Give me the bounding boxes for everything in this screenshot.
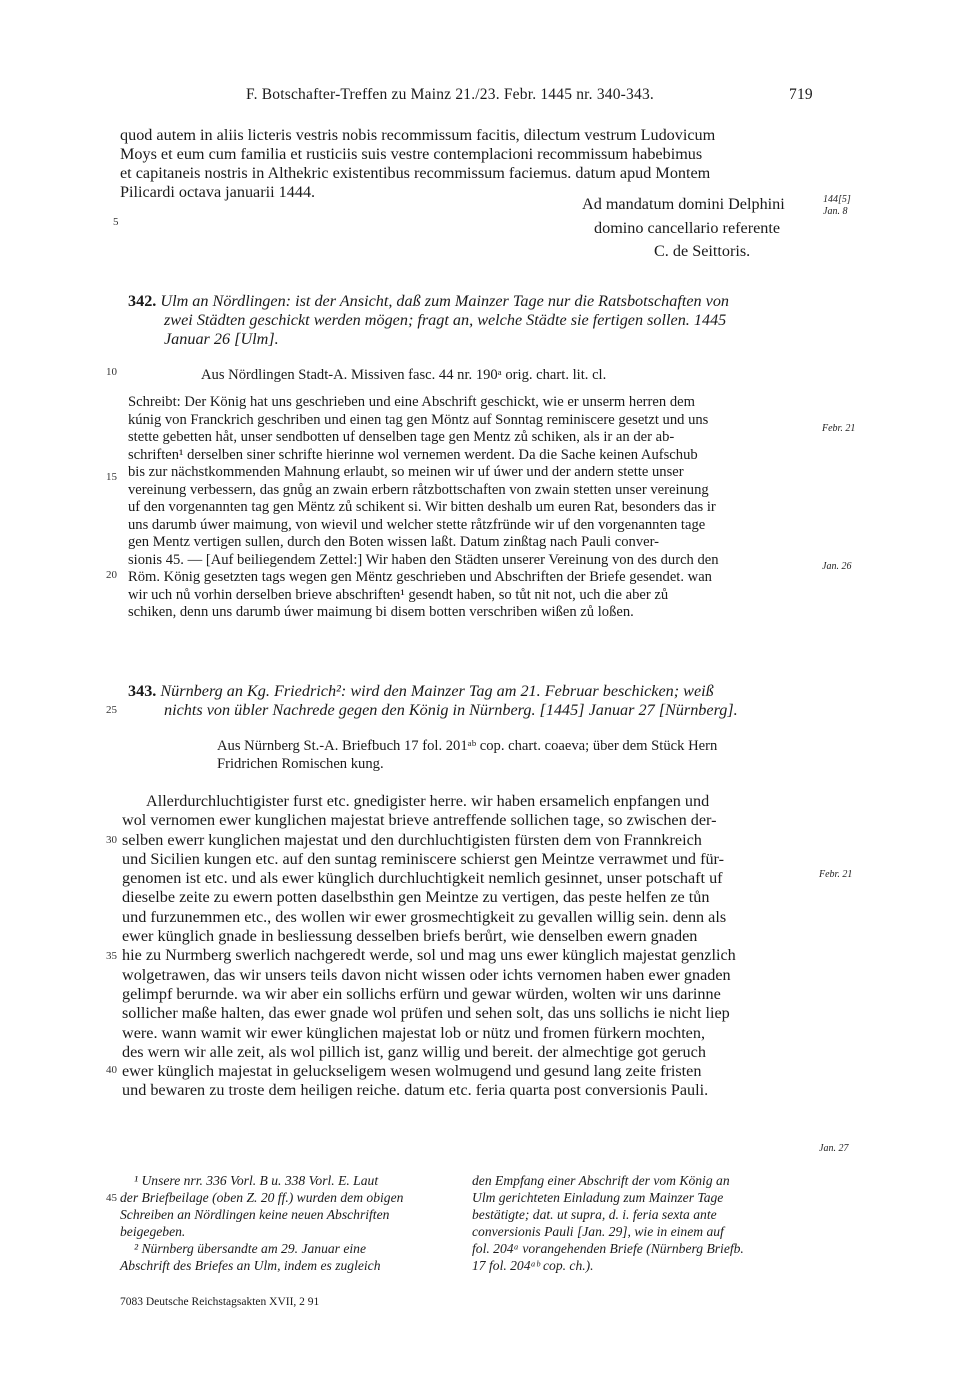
text-line: genomen ist etc. und als ewer künglich durchluchtigkeit nemlich gesinnet, unser potschaft uf xyxy=(122,869,723,888)
doc342-text xyxy=(128,394,719,622)
text-line: schiken, denn uns darumb úwer maimung bi disem botten verschriben wißen zů loßen. xyxy=(128,604,634,620)
text-line: wol vernomen ewer kunglichen majestat brieve antreffende sollichen tage, so zwischen der- xyxy=(122,811,717,830)
margin-date: Jan. 26 xyxy=(822,561,852,572)
footnote-line: beigegeben. xyxy=(120,1224,186,1239)
doc343-text xyxy=(122,792,736,1101)
doc342-heading xyxy=(128,292,729,349)
doc-number: 342. xyxy=(128,292,157,310)
heading-line: Januar 26 [Ulm]. xyxy=(164,330,279,348)
footnote-line: ¹ Unsere nrr. 336 Vorl. B u. 338 Vorl. E. Laut xyxy=(134,1173,379,1188)
line-number: 5 xyxy=(113,216,119,228)
signature-line: C. de Seittoris. xyxy=(654,242,751,260)
text-line: dieselbe zeite zu ewern potten daselbsthin gen Meintze zu vertigen, das peste helfen ze tůn xyxy=(122,888,710,907)
margin-date: Febr. 21 xyxy=(822,423,856,434)
footnote-line: Ulm gerichteten Einladung zum Mainzer Tage xyxy=(472,1190,724,1205)
footnote-line: ² Nürnberg übersandte am 29. Januar eine xyxy=(134,1241,366,1256)
line-number: 20 xyxy=(106,569,117,581)
text-line: Allerdurchluchtigister furst etc. gnedigister herre. wir haben ersamelich enpfangen und xyxy=(146,792,710,810)
text-line: ewer künglich majestat in geluckseligem wesen wolmugend und gesund lang zeite fristen xyxy=(122,1062,702,1081)
text-line: were. wann wamit wir ewer künglichen majestat lob or nütz und fromen fürkern mochten, xyxy=(122,1023,706,1042)
text-line: selben ewerr kunglichen majestat und den durchluchtigisten fürsten dem von Frannkreich xyxy=(122,830,702,849)
margin-date: 144[5] Jan. 8 xyxy=(823,194,851,217)
doc341-line: Moys et eum cum familia et rusticiis suis vestre contemplacioni recommissum habebimus xyxy=(120,145,703,163)
doc342-source: Aus Nördlingen Stadt-A. Missiven fasc. 44 nr. 190ᵃ orig. chart. lit. cl. xyxy=(201,367,607,383)
text-line: Schreibt: Der König hat uns geschrieben und eine Abschrift geschickt, wie er unserm herren dem xyxy=(128,394,695,410)
text-line: ewer künglich gnade in besliessung desselben briefs berůrt, wie denselben ewern gnaden xyxy=(122,927,698,946)
source-line: Fridrichen Romischen kung. xyxy=(217,755,384,772)
footnote-line: conversionis Pauli [Jan. 29], wie in einem auf xyxy=(472,1224,724,1239)
text-line: bis zur nächstkommenden Mahnung erlaubt, so meinen wir uf úwer und der andern stette unser xyxy=(128,464,684,480)
heading-line: zwei Städten geschickt werden mögen; fragt an, welche Städte sie fertigen sollen. 1445 xyxy=(164,311,727,329)
text-line: wir uch nů vorhin derselben brieve abschriften¹ gesendt haben, so tůt nit not, uch die aber zů xyxy=(128,586,669,603)
text-line: gen Mentz vertigen sullen, durch den Boten wissen laßt. Datum zinßtag nach Pauli conver- xyxy=(128,534,660,550)
line-number: 40 xyxy=(106,1064,117,1076)
text-line: stette gebetten håt, unser sendbotten uf denselben tage gen Mentz zů schiken, als ir an der ab- xyxy=(128,429,675,445)
text-line: und bewaren zu troste dem heiligen reiche. datum etc. feria quarta post conversionis Pauli. xyxy=(122,1081,709,1100)
footnotes-left xyxy=(120,1172,403,1274)
text-line: kúnig von Franckrich geschriben und einen tag gen Möntz auf Sonntag reminiscere gesetzt und uns xyxy=(128,411,709,428)
line-number: 35 xyxy=(106,950,117,962)
doc341-line: Pilicardi octava januarii 1444. xyxy=(120,183,316,201)
footnote-line: bestätigte; dat. ut supra, d. i. feria sexta ante xyxy=(472,1207,717,1222)
margin-date: Febr. 21 xyxy=(819,869,853,880)
source-line: Aus Nürnberg St.-A. Briefbuch 17 fol. 201ᵃᵇ cop. chart. coaeva; über dem Stück Hern xyxy=(217,738,718,754)
footnote-line: Schreiben an Nördlingen keine neuen Abschriften xyxy=(120,1207,390,1222)
page-number: 719 xyxy=(789,86,813,103)
doc341-line: quod autem in aliis licteris vestris nobis recommissum facitis, dilectum vestrum Ludovicum xyxy=(120,126,716,144)
signature-line: Ad mandatum domini Delphini xyxy=(582,195,785,213)
signature-line: domino cancellario referente xyxy=(594,219,781,237)
doc343-source xyxy=(217,738,717,773)
text-line: sionis 45. — [Auf beiliegendem Zettel:] Wir haben den Städten unserer Vereinung von des durch den xyxy=(128,551,719,568)
margin-date: Jan. 27 xyxy=(819,1143,849,1154)
line-number: 10 xyxy=(106,366,117,378)
line-number: 15 xyxy=(106,471,117,483)
doc-number: 343. xyxy=(128,682,157,700)
text-line: Röm. König gesetzten tags wegen gen Mëntz geschrieben und Abschriften der Briefe gesendet. wan xyxy=(128,569,712,585)
text-line: des wern wir alle zeit, als wol pillich ist, ganz willig und bereit. der almechtige got geruch xyxy=(122,1042,706,1061)
footnote-line: 17 fol. 204ᵃᵇ cop. ch.). xyxy=(472,1258,594,1273)
text-line: schriften¹ derselben siner schrifte hierinne wol vernemen werdent. Da die Sache keinen Aufschub xyxy=(128,446,698,463)
running-title: F. Botschafter-Treffen zu Mainz 21./23. Febr. 1445 nr. 340-343. xyxy=(246,86,654,103)
line-number: 30 xyxy=(106,834,117,846)
text-line: und Sicilien kungen etc. auf den suntag reminiscere schierst gen Meintze verrawmet und für- xyxy=(122,849,725,868)
line-number: 25 xyxy=(106,704,117,716)
heading-line: Nürnberg an Kg. Friedrich²: wird den Mainzer Tag am 21. Februar beschicken; weiß xyxy=(160,682,714,700)
line-number: 45 xyxy=(106,1192,117,1204)
footnote-line: Abschrift des Briefes an Ulm, indem es zugleich xyxy=(120,1258,381,1273)
footnote-line: fol. 204ᵃ vorangehenden Briefe (Nürnberg Briefb. xyxy=(472,1241,744,1256)
text-line: gelimpf berurnde. wa wir aber ein sollichs erfürn und gewar würden, wolten wir uns darinne xyxy=(122,984,721,1003)
imprint: 7083 Deutsche Reichstagsakten XVII, 2 91 xyxy=(120,1296,320,1308)
text-line: uf den vorgenannten tag gen Mëntz zů schikent si. Wir bitten deshalb um euren Rat, besonders das ir xyxy=(128,499,716,515)
text-line: vereinung verbessern, das gnůg an zwain erbern råtzbottschaften von zwain stetten unser vereinung xyxy=(128,481,709,498)
footnotes-right xyxy=(472,1172,744,1274)
text-line: und furzunemmen etc., des wollen wir ewer grosmechtigkeit zu gevallen willig sein. denn als xyxy=(122,907,727,926)
doc341-line: et capitaneis nostris in Althekric existentibus recommissum faciemus. datum apud Montem xyxy=(120,164,711,182)
doc343-heading xyxy=(128,682,738,720)
heading-line: Ulm an Nördlingen: ist der Ansicht, daß zum Mainzer Tage nur die Ratsbotschaften von xyxy=(160,292,730,310)
heading-line: nichts von übler Nachrede gegen den König in Nürnberg. [1445] Januar 27 [Nürnberg]. xyxy=(164,701,738,719)
footnote-line: den Empfang einer Abschrift der vom König an xyxy=(472,1173,730,1188)
text-line: sollicher maße halten, das ewer gnade wol prüfen und sehen solt, das uns sollichs ie nicht liep xyxy=(122,1004,730,1023)
text-line: uns darumb úwer maimung, von wievil und welcher stette råtzfründe wir uf den vorgenannten tage xyxy=(128,516,706,533)
text-line: hie zu Nurmberg swerlich nachgeredt werde, sol und mag uns ewer künglich majestat genzlich xyxy=(122,946,736,965)
doc341-text xyxy=(120,126,715,202)
footnote-line: der Briefbeilage (oben Z. 20 ff.) wurden dem obigen xyxy=(120,1190,404,1205)
text-line: wolgetrawen, das wir unsers teils davon nicht wissen oder ichts vernomen haben ewer gnaden xyxy=(122,965,731,984)
